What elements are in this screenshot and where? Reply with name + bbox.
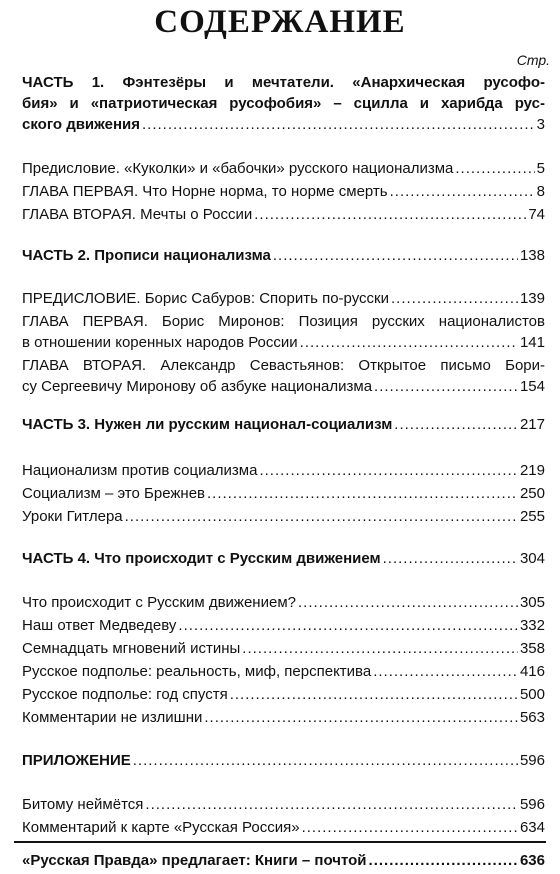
toc-item-title: Социализм – это Брежнев xyxy=(22,485,206,502)
leader-dots xyxy=(242,638,518,659)
toc-item[interactable] xyxy=(22,707,545,728)
toc-item[interactable] xyxy=(22,181,545,202)
toc-item[interactable] xyxy=(22,661,545,682)
toc-item-title: в отношении коренных народов России xyxy=(22,334,298,351)
toc-appendix-page: 596 xyxy=(519,752,545,769)
toc-item-title: ПРЕДИСЛОВИЕ. Борис Сабуров: Спорить по-русски xyxy=(22,290,389,307)
toc-item-page: 8 xyxy=(536,183,545,200)
toc-item-page: 5 xyxy=(536,160,545,177)
leader-dots xyxy=(204,707,518,728)
toc-part-2[interactable] xyxy=(22,245,545,266)
toc-item[interactable] xyxy=(22,311,545,353)
toc-item-title: Битому неймётся xyxy=(22,796,144,813)
toc-item[interactable] xyxy=(22,506,545,527)
toc-part-3-page: 217 xyxy=(519,416,545,433)
toc-part-1-line-2: бия» и «патриотическая русофобия» – сцилла и харибда рус- xyxy=(22,95,545,112)
toc-item-title: ГЛАВА ПЕРВАЯ. Что Норне норма, то норме смерть xyxy=(22,183,388,200)
page-title: СОДЕРЖАНИЕ xyxy=(154,4,406,40)
leader-dots xyxy=(273,245,518,266)
toc-item[interactable] xyxy=(22,288,545,309)
toc-part-1-line-3 xyxy=(22,114,545,135)
toc-item[interactable] xyxy=(22,460,545,481)
toc-item-page: 74 xyxy=(528,206,545,223)
toc-part-2-title: ЧАСТЬ 2. Прописи национализма xyxy=(22,247,271,264)
leader-dots xyxy=(259,460,518,481)
leader-dots xyxy=(142,114,535,135)
page-column-label: Стр. xyxy=(516,52,550,68)
toc-appendix[interactable] xyxy=(22,750,545,771)
toc-item-title: Русское подполье: год спустя xyxy=(22,686,228,703)
toc-part-4[interactable] xyxy=(22,548,545,569)
toc-item[interactable] xyxy=(22,592,545,613)
toc-item-page: 500 xyxy=(519,686,545,703)
toc-item[interactable] xyxy=(22,794,545,815)
toc-item-page: 219 xyxy=(519,462,545,479)
leader-dots xyxy=(254,204,526,225)
toc-item-title-line-1: ГЛАВА ВТОРАЯ. Александр Севастьянов: Открытое письмо Бори- xyxy=(22,357,545,374)
leader-dots xyxy=(230,684,518,705)
toc-item-title: Предисловие. «Куколки» и «бабочки» русского национализма xyxy=(22,160,454,177)
toc-part-1-line-3-text: ского движения xyxy=(22,116,140,133)
toc-item-page: 596 xyxy=(519,796,545,813)
toc-footer-title: «Русская Правда» предлагает: Книги – почтой xyxy=(22,852,367,869)
toc-item[interactable] xyxy=(22,158,545,179)
toc-item-title-line-2 xyxy=(22,376,545,397)
toc-item[interactable] xyxy=(22,817,545,838)
toc-item[interactable] xyxy=(22,355,545,397)
leader-dots xyxy=(455,158,534,179)
toc-part-4-page: 304 xyxy=(519,550,545,567)
toc-item-title: Комментарий к карте «Русская Россия» xyxy=(22,819,300,836)
toc-item-title: ГЛАВА ВТОРАЯ. Мечты о России xyxy=(22,206,253,223)
leader-dots xyxy=(383,548,518,569)
leader-dots xyxy=(374,376,518,397)
toc-item-page: 139 xyxy=(519,290,545,307)
toc-item-title: Уроки Гитлера xyxy=(22,508,123,525)
toc-item[interactable] xyxy=(22,483,545,504)
toc-item-title: Семнадцать мгновений истины xyxy=(22,640,241,657)
toc-item-title: су Сергеевичу Миронову об азбуке национализма xyxy=(22,378,373,395)
toc-item[interactable] xyxy=(22,615,545,636)
toc-item-title: Что происходит с Русским движением? xyxy=(22,594,296,611)
toc-footer-offer[interactable] xyxy=(22,850,545,871)
toc-item-page: 332 xyxy=(519,617,545,634)
toc-part-1[interactable] xyxy=(22,72,545,135)
toc-item-page: 358 xyxy=(519,640,545,657)
toc-item-page: 305 xyxy=(519,594,545,611)
leader-dots xyxy=(369,850,518,871)
leader-dots xyxy=(391,288,518,309)
toc-part-2-page: 138 xyxy=(519,247,545,264)
toc-item-title: Комментарии не излишни xyxy=(22,709,203,726)
toc-item-title: Наш ответ Медведеву xyxy=(22,617,177,634)
toc-item-page: 563 xyxy=(519,709,545,726)
leader-dots xyxy=(125,506,518,527)
leader-dots xyxy=(298,592,518,613)
leader-dots xyxy=(302,817,518,838)
toc-item[interactable] xyxy=(22,684,545,705)
toc-item[interactable] xyxy=(22,204,545,225)
divider xyxy=(14,841,546,843)
toc-item-title-line-1: ГЛАВА ПЕРВАЯ. Борис Миронов: Позиция русских националистов xyxy=(22,313,545,330)
toc-part-3-title: ЧАСТЬ 3. Нужен ли русским национал-социализм xyxy=(22,416,393,433)
toc-part-4-title: ЧАСТЬ 4. Что происходит с Русским движением xyxy=(22,550,381,567)
toc-item-page: 634 xyxy=(519,819,545,836)
leader-dots xyxy=(133,750,518,771)
toc-part-1-page: 3 xyxy=(536,116,545,133)
leader-dots xyxy=(145,794,518,815)
toc-item-page: 154 xyxy=(519,378,545,395)
leader-dots xyxy=(394,414,518,435)
toc-item-page: 416 xyxy=(519,663,545,680)
leader-dots xyxy=(390,181,535,202)
toc-item-page: 141 xyxy=(519,334,545,351)
toc-item-title: Русское подполье: реальность, миф, перспектива xyxy=(22,663,372,680)
toc-part-1-line-1: ЧАСТЬ 1. Фэнтезёры и мечтатели. «Анархическая русофо- xyxy=(22,74,545,91)
leader-dots xyxy=(300,332,518,353)
toc-footer-page: 636 xyxy=(519,852,545,869)
toc-appendix-title: ПРИЛОЖЕНИЕ xyxy=(22,752,131,769)
toc-item-title-line-2 xyxy=(22,332,545,353)
leader-dots xyxy=(373,661,518,682)
toc-item-page: 250 xyxy=(519,485,545,502)
toc-item-title: Национализм против социализма xyxy=(22,462,258,479)
leader-dots xyxy=(207,483,518,504)
toc-item-page: 255 xyxy=(519,508,545,525)
leader-dots xyxy=(178,615,518,636)
toc-item[interactable] xyxy=(22,638,545,659)
toc-part-3[interactable] xyxy=(22,414,545,435)
